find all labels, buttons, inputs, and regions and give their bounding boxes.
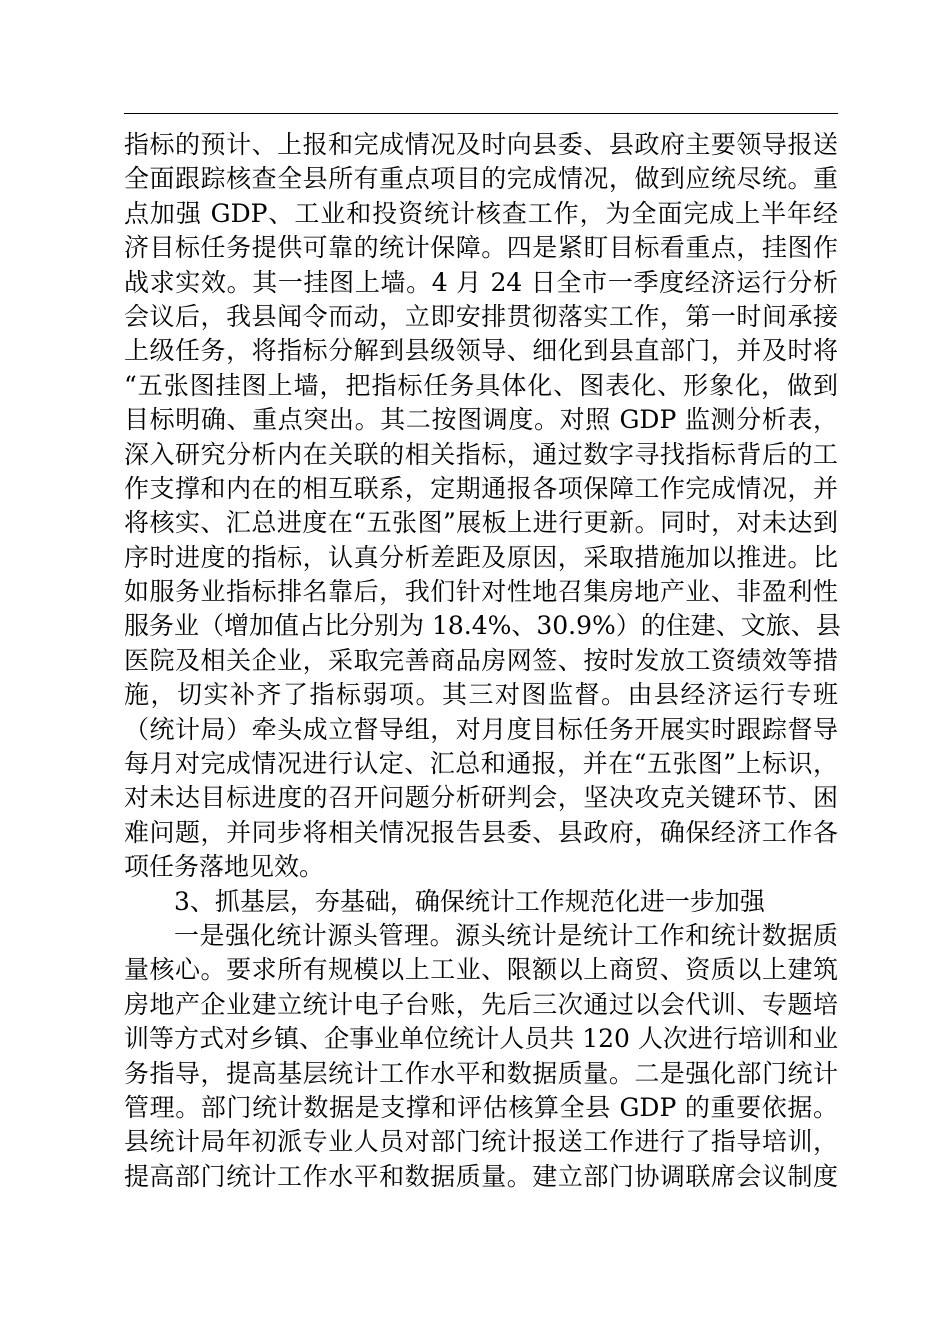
section-heading: 3、抓基层，夯基础，确保统计工作规范化进一步加强: [174, 886, 765, 916]
text-line: 序时进度的指标，认真分析差距及原因，采取措施加以推进。比: [124, 542, 838, 572]
text-line: 全面跟踪核查全县所有重点项目的完成情况，做到应统尽统。重: [124, 164, 838, 194]
text-line: 战求实效。其一挂图上墙。4 月 24 日全市一季度经济运行分析: [124, 267, 838, 297]
text-line: 提高部门统计工作水平和数据质量。建立部门协调联席会议制度: [124, 1161, 838, 1191]
text-line: 服务业（增加值占比分别为 18.4%、30.9%）的住建、文旅、县: [124, 611, 841, 641]
text-line: “五张图挂图上墙，把指标任务具体化、图表化、形象化，做到: [124, 370, 838, 400]
text-line: 点加强 GDP、工业和投资统计核查工作，为全面完成上半年经: [124, 198, 838, 228]
text-line: 医院及相关企业，采取完善商品房网签、按时发放工资绩效等措: [124, 645, 838, 675]
text-line: 目标明确、重点突出。其二按图调度。对照 GDP 监测分析表，: [124, 405, 838, 435]
text-line: 将核实、汇总进度在“五张图”展板上进行更新。同时，对未达到: [124, 508, 838, 538]
text-line: 会议后，我县闻令而动，立即安排贯彻落实工作，第一时间承接: [124, 301, 838, 331]
text-line: 训等方式对乡镇、企事业单位统计人员共 120 人次进行培训和业: [124, 1024, 838, 1054]
text-line: 如服务业指标排名靠后，我们针对性地召集房地产业、非盈利性: [124, 577, 838, 607]
text-line: 管理。部门统计数据是支撑和评估核算全县 GDP 的重要依据。: [124, 1092, 838, 1122]
text-line: 房地产企业建立统计电子台账，先后三次通过以会代训、专题培: [124, 989, 838, 1019]
text-line: 上级任务，将指标分解到县级领导、细化到县直部门，并及时将: [124, 336, 838, 366]
text-line: 对未达目标进度的召开问题分析研判会，坚决攻克关键环节、困: [124, 783, 838, 813]
paragraph-first-line: 一是强化统计源头管理。源头统计是统计工作和统计数据质: [174, 920, 838, 950]
text-line: 施，切实补齐了指标弱项。其三对图监督。由县经济运行专班: [124, 680, 838, 710]
text-line: 深入研究分析内在关联的相关指标，通过数字寻找指标背后的工: [124, 439, 838, 469]
document-body: [124, 128, 841, 1194]
text-line: 县统计局年初派专业人员对部门统计报送工作进行了指导培训，: [124, 1127, 838, 1157]
paragraph-end-line: 项任务落地见效。: [124, 852, 325, 882]
text-line: 量核心。要求所有规模以上工业、限额以上商贸、资质以上建筑: [124, 955, 838, 985]
text-line: 难问题，并同步将相关情况报告县委、县政府，确保经济工作各: [124, 817, 838, 847]
text-line: 指标的预计、上报和完成情况及时向县委、县政府主要领导报送: [124, 130, 838, 159]
text-line: 作支撑和内在的相互联系，定期通报各项保障工作完成情况，并: [124, 473, 838, 503]
text-line: 务指导，提高基层统计工作水平和数据质量。二是强化部门统计: [124, 1058, 838, 1088]
header-rule: [124, 113, 838, 114]
text-line: 济目标任务提供可靠的统计保障。四是紧盯目标看重点，挂图作: [124, 233, 838, 263]
text-line: （统计局）牵头成立督导组，对月度目标任务开展实时跟踪督导: [124, 714, 838, 744]
text-line: 每月对完成情况进行认定、汇总和通报，并在“五张图”上标识，: [124, 749, 838, 779]
